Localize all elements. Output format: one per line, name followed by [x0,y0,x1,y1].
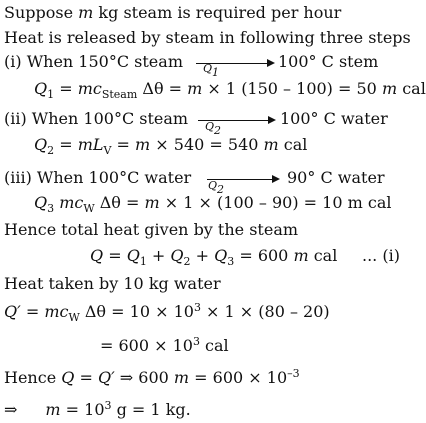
arrow-label-q2: $Q_2$ [205,120,222,137]
text: Suppose [4,3,79,22]
var-m: m [78,3,94,22]
line-9: Hence total heat given by the steam [4,220,299,239]
text: kg steam is required per hour [93,3,342,22]
implies-arrow: ⇒ [4,400,18,419]
line-5 [4,110,188,128]
line-15: ⇒ $m = 10^3$ g = 1 kg. [4,399,191,419]
step-i-label: (i) When 150°C steam [4,52,183,71]
line-14: Hence Q = Q′ ⇒ 600 $m = 600 \times 10^{-3}$ [4,367,300,387]
line-3-result: 100° C stem [278,52,379,71]
equation-tag: ... (i) [362,246,400,265]
line-1 [4,4,341,22]
line-2: Heat is released by steam in following three steps [4,28,411,47]
line-3 [4,53,183,71]
arrow-label-q2b: $Q_2$ [208,179,225,196]
line-6: $Q_2 = mL_V = m \times 540 = 540$ m cal [34,135,308,157]
step-ii-label: (ii) When 100°C steam [4,109,189,128]
arrow-label-q1: $Q_1$ [203,62,220,79]
line-10: $Q = Q_1 + Q_2 + Q_3 = 600$ m cal [90,246,338,268]
step-iii-label: (iii) When 100°C water [4,168,192,187]
line-12: $Q' = mc_W$ $\Delta\theta = 10 \times 10^3 \times 1 \times (80 - 20)$ [4,301,330,324]
line-8: $Q_3$ $mc_W$ Δθ = m × 1 × (100 – 90) = 10 m cal [34,193,392,215]
line-7 [4,169,191,187]
line-4: $Q_1 = mc_{Steam}$ Δθ = m × 1 (150 – 100) = 50 m cal [34,79,426,101]
line-11: Heat taken by 10 kg water [4,274,221,293]
line-13: = $600 \times 10^3$ cal [100,335,229,355]
line-7-result: 90° C water [287,168,385,187]
line-5-result: 100° C water [280,109,388,128]
